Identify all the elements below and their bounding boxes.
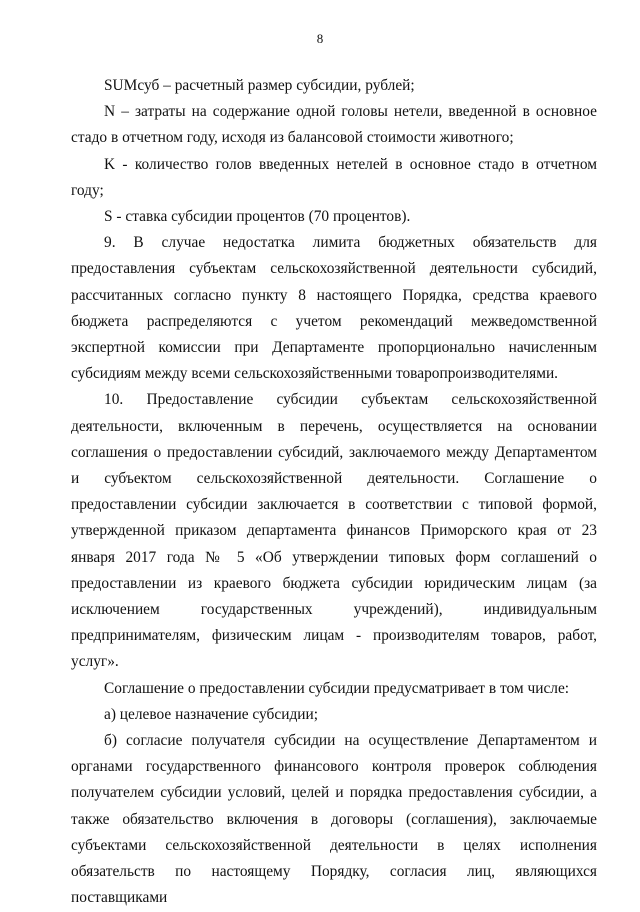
paragraph-k-definition: K - количество голов введенных нетелей в основное стадо в отчетном году; — [71, 155, 597, 199]
paragraph-sumsub-definition: SUMсуб – расчетный размер субсидии, рублей; — [104, 77, 415, 94]
paragraph-item-a: а) целевое назначение субсидии; — [104, 705, 319, 723]
paragraph-clause-10: 10. Предоставление субсидии субъектам сельскохозяйственной деятельности, включенным в перечень, осуществляется на основании соглашения о предоставлении субсидий, заключаемого между Департаментом и субъектом сельскохозяйственной деятельности. Соглашение о предоставлении субсидии заключается в соответствии с типовой формой, утвержденной приказом департамента финансов Приморского края от 23 января 2017 года № 5 «Об утверждении типовых форм соглашений о предоставлении из краевого бюджета субсидии юридическим лицам (за исключением государственных учреждений), индивидуальным предпринимателям, физическим лицам - производителям товаров, работ, услуг». — [71, 391, 597, 671]
paragraph-agreement-intro: Соглашение о предоставлении субсидии предусматривает в том числе: — [104, 679, 570, 697]
document-body — [71, 73, 597, 912]
paragraph-s-definition: S - ставка субсидии процентов (70 процентов). — [104, 208, 411, 226]
paragraph-clause-9: 9. В случае недостатка лимита бюджетных обязательств для предоставления субъектам сельскохозяйственной деятельности субсидий, рассчитанных согласно пункту 8 настоящего Порядка, средства краевого бюджета распределяются с учетом рекомендаций межведомственной экспертной комиссии при Департаменте пропорционально начисленным субсидиям между всеми сельскохозяйственными товаропроизводителями. — [71, 234, 597, 383]
paragraph-item-b: б) согласие получателя субсидии на осуществление Департаментом и органами государственного финансового контроля проверок соблюдения получателем субсидии условий, целей и порядка предоставления субсидии, а также обязательство включения в договоры (соглашения), заключаемые субъектами сельскохозяйственной деятельности в целях исполнения обязательств по настоящему Порядку, согласия лиц, являющихся поставщиками — [71, 732, 597, 907]
page-number: 8 — [316, 31, 324, 46]
paragraph-n-definition: N – затраты на содержание одной головы нетели, введенной в основное стадо в отчетном году, исходя из балансовой стоимости животного; — [71, 103, 597, 147]
